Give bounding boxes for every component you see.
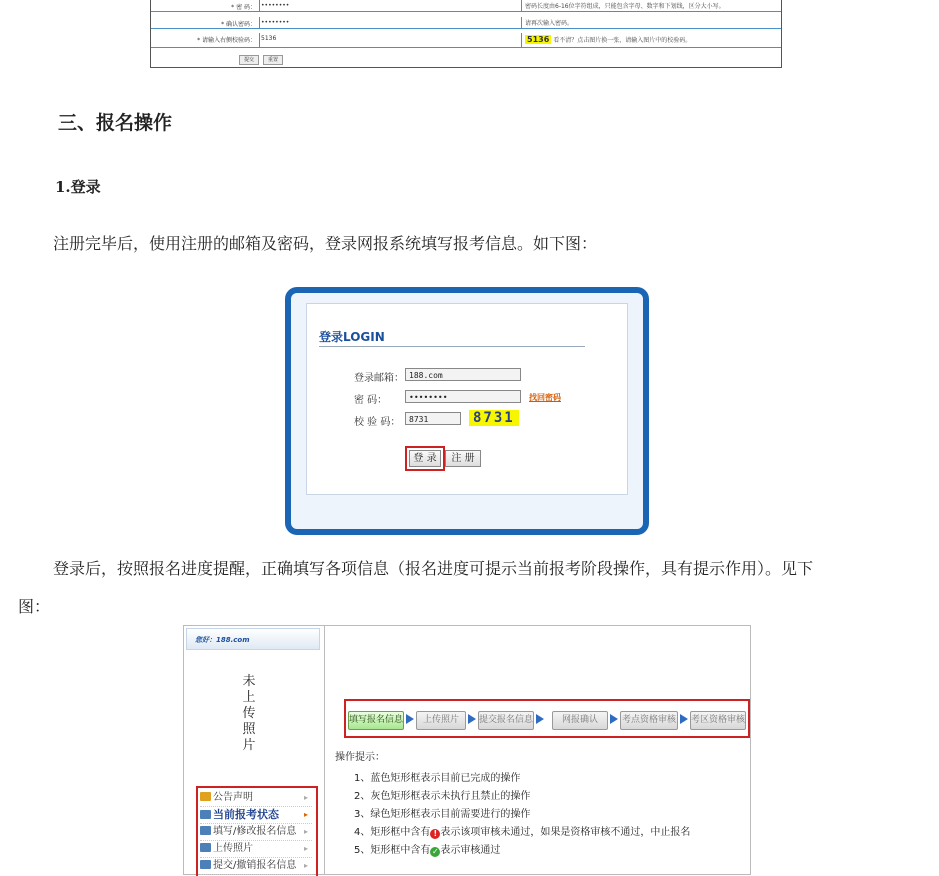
login-panel (285, 287, 649, 535)
password-row (151, 0, 781, 12)
menu-item-edit-info[interactable]: 填写/修改报名信息 ▸ (200, 824, 312, 841)
step-site-review[interactable]: 考点资格审核 (620, 711, 678, 730)
doc-icon (200, 843, 211, 852)
doc-icon (200, 860, 211, 869)
step-arrow-icon (406, 714, 414, 724)
check-mark-icon: ✓ (432, 847, 439, 856)
step-upload-photo[interactable]: 上传照片 (416, 711, 466, 730)
doc-icon (200, 810, 211, 819)
photo-placeholder-char: 上 (242, 690, 256, 705)
step-region-review[interactable]: 考区资格审核 (690, 711, 746, 730)
dashboard-sidebar (184, 626, 325, 874)
photo-placeholder-char: 未 (242, 674, 256, 689)
confirm-password-row (151, 17, 781, 29)
paragraph-progress-line1: 登录后，按照报名进度提醒，正确填写各项信息（报名进度可提示当前报考阶段操作，具有提示作用）。见下 (53, 559, 814, 578)
photo-placeholder-char: 传 (242, 706, 256, 721)
captcha-input[interactable]: 8731 (405, 412, 461, 425)
confirm-password-label: * 确认密码： (221, 21, 256, 28)
menu-item-upload-photo[interactable]: 上传照片 ▸ (200, 841, 312, 858)
email-label: 登录邮箱： (354, 373, 404, 384)
login-title: 登录LOGIN (319, 330, 385, 344)
photo-placeholder-char: 照 (242, 722, 256, 737)
tip-2: 2、灰色矩形框表示未执行且禁止的操作 (354, 791, 531, 802)
menu-highlight-box (196, 786, 318, 876)
tips-title: 操作提示： (335, 752, 385, 763)
login-button[interactable]: 登 录 (409, 450, 441, 467)
confirm-password-hint: 请再次输入密码。 (525, 20, 574, 27)
tip-4: 4、矩形框中含有 ! 表示该项审核未通过，如果是资格审核不通过，中止报名 (354, 827, 691, 838)
welcome-bar: 您好：188.com (186, 628, 320, 650)
tip-1: 1、蓝色矩形框表示目前已完成的操作 (354, 773, 521, 784)
forgot-password-link[interactable]: 找回密码 (529, 393, 561, 402)
menu-item-current-status[interactable]: 当前报考状态 ▸ (200, 807, 312, 824)
step-fill-info[interactable]: 填写报名信息 (348, 711, 404, 730)
progress-steps-highlight (344, 699, 750, 738)
confirm-password-field[interactable]: •••••••• (261, 19, 290, 26)
captcha-label: 校 验 码： (354, 417, 401, 428)
verify-code-hint: 看不清？点击图片换一张，请输入图片中的校验码。 (553, 37, 692, 44)
section-title: 三、报名操作 (58, 112, 173, 134)
step-arrow-icon (468, 714, 476, 724)
step-arrow-icon (536, 714, 544, 724)
verify-code-image[interactable]: 5136 (527, 35, 550, 44)
error-mark-icon: ! (430, 829, 440, 839)
password-hint: 密码长度由6-16位字符组成，只能包含字母、数字和下划线，区分大小写。 (525, 3, 725, 10)
step-arrow-icon (680, 714, 688, 724)
password-field[interactable]: •••••••• (261, 2, 290, 9)
password-label: 密 码： (354, 395, 388, 406)
paragraph-login-intro: 注册完毕后，使用注册的邮箱及密码，登录网报系统填写报考信息。如下图： (53, 234, 598, 253)
captcha-image[interactable]: 8731 (469, 410, 519, 426)
register-button[interactable]: 注 册 (445, 450, 481, 467)
photo-placeholder[interactable] (242, 674, 256, 754)
submit-button[interactable]: 提交 (239, 55, 259, 65)
menu-item-submit-info[interactable]: 提交/撤销报名信息 ▸ (200, 858, 312, 875)
step-arrow-icon (610, 714, 618, 724)
dashboard-screenshot (183, 625, 751, 875)
reset-button[interactable]: 重置 (263, 55, 283, 65)
tip-5: 5、矩形框中含有 ✓ 表示审核通过 (354, 845, 501, 856)
photo-placeholder-char: 片 (242, 738, 256, 753)
verify-code-label: * 请输入右侧校验码： (197, 37, 256, 44)
login-title-divider (319, 346, 585, 347)
menu-item-announcements[interactable]: 公告声明 ▸ (200, 790, 312, 807)
login-form (306, 303, 628, 495)
password-label: * 密 码： (231, 4, 256, 11)
password-input[interactable]: •••••••• (405, 390, 521, 403)
paragraph-progress-line2: 图： (18, 597, 51, 616)
verify-code-field[interactable]: 5136 (261, 35, 277, 42)
tip-3: 3、绿色矩形框表示目前需要进行的操作 (354, 809, 531, 820)
step-online-confirm[interactable]: 网报确认 (552, 711, 608, 730)
verify-code-row (151, 33, 781, 48)
doc-icon (200, 826, 211, 835)
step-submit-info[interactable]: 提交报名信息 (478, 711, 534, 730)
login-button-highlight (405, 446, 445, 471)
home-icon (200, 792, 211, 801)
registration-form-crop (150, 0, 782, 68)
subsection-title: 1.登录 (55, 178, 101, 196)
email-input[interactable]: 188.com (405, 368, 521, 381)
